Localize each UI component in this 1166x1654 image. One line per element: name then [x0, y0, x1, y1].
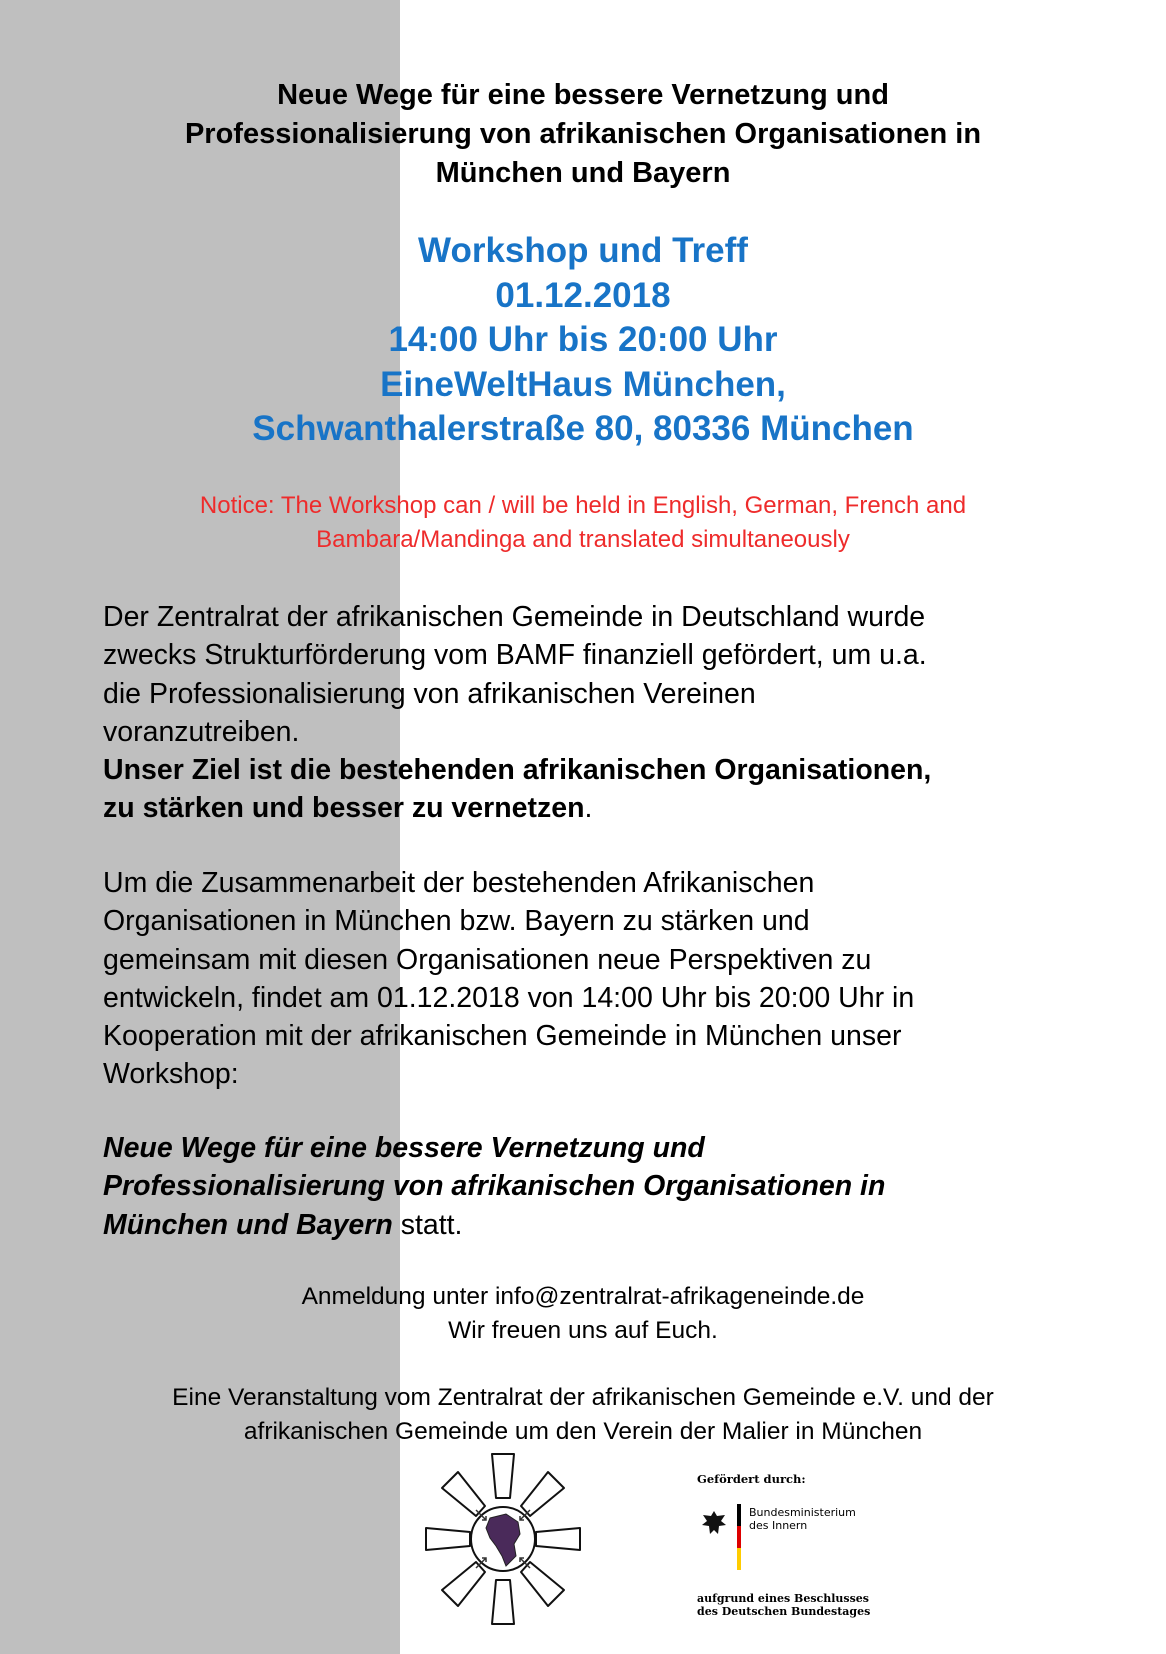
ministry-line: des Innern — [749, 1519, 808, 1532]
german-flag-icon — [737, 1504, 741, 1570]
sponsor-block — [697, 1472, 957, 1632]
federal-eagle-icon — [699, 1508, 729, 1538]
workshop-title-last-wrapper — [103, 1206, 1093, 1244]
language-notice — [100, 489, 1066, 557]
title-line: Professionalisierung von afrikanischen Organisationen in — [184, 118, 982, 150]
zentralrat-logo — [420, 1448, 585, 1628]
intro-paragraph — [103, 598, 1093, 828]
event-heading: Workshop und Treff — [418, 231, 748, 270]
cooperation-line: Kooperation mit der afrikanischen Gemeinde in München unser — [103, 1020, 902, 1053]
workshop-title-line: Professionalisierung von afrikanischen Organisationen in — [103, 1170, 886, 1203]
ministry-name — [749, 1506, 856, 1532]
event-details — [100, 229, 1066, 452]
bundestag-line: des Deutschen Bundestages — [697, 1605, 871, 1618]
ministry-line: Bundesministerium — [749, 1506, 856, 1519]
cooperation-line: gemeinsam mit diesen Organisationen neue Perspektiven zu — [103, 943, 872, 976]
registration-line: Anmeldung unter info@zentralrat-afrikageneinde.de — [301, 1283, 865, 1310]
title-line: Neue Wege für eine bessere Vernetzung und — [277, 79, 889, 111]
title-line: München und Bayern — [435, 157, 731, 189]
workshop-title-line: München und Bayern — [103, 1208, 393, 1241]
event-time: 14:00 Uhr bis 20:00 Uhr — [388, 320, 778, 359]
cooperation-line: Um die Zusammenarbeit der bestehenden Afrikanischen — [103, 867, 815, 899]
intro-line: die Professionalisierung von afrikanischen Vereinen — [103, 677, 756, 710]
workshop-title-line: Neue Wege für eine bessere Vernetzung und — [103, 1132, 705, 1164]
goal-line: zu stärken und besser zu vernetzen — [103, 792, 585, 825]
event-date: 01.12.2018 — [495, 275, 671, 315]
cooperation-paragraph — [103, 864, 1093, 1094]
cooperation-line: entwickeln, findet am 01.12.2018 von 14:00 Uhr bis 20:00 Uhr in — [103, 981, 915, 1014]
goal-line-wrapper — [103, 789, 1093, 827]
intro-line: Der Zentralrat der afrikanischen Gemeinde in Deutschland wurde — [103, 601, 926, 633]
registration-block — [100, 1280, 1066, 1348]
page-title — [100, 76, 1066, 193]
organizer-block — [100, 1381, 1066, 1449]
registration-line: Wir freuen uns auf Euch. — [448, 1317, 718, 1344]
workshop-title-suffix: statt. — [392, 1208, 463, 1241]
intro-line: zwecks Strukturförderung vom BAMF finanziell gefördert, um u.a. — [103, 639, 927, 672]
event-venue: EineWeltHaus München, — [380, 364, 786, 404]
workshop-title-paragraph — [103, 1129, 1093, 1244]
goal-line: Unser Ziel ist die bestehenden afrikanischen Organisationen, — [103, 754, 932, 787]
cooperation-line: Organisationen in München bzw. Bayern zu stärken und — [103, 905, 810, 938]
intro-line: voranzutreiben. — [103, 715, 300, 748]
event-address: Schwanthalerstraße 80, 80336 München — [252, 409, 914, 448]
organizer-line: afrikanischen Gemeinde um den Verein der Malier in München — [243, 1418, 923, 1445]
goal-end: . — [584, 792, 593, 825]
bundestag-line: aufgrund eines Beschlusses — [697, 1592, 869, 1605]
notice-line: Bambara/Mandinga and translated simultaneously — [316, 526, 850, 553]
sponsor-label: Gefördert durch: — [697, 1472, 806, 1486]
organizer-line: Eine Veranstaltung vom Zentralrat der afrikanischen Gemeinde e.V. und der — [172, 1384, 994, 1411]
notice-line: Notice: The Workshop can / will be held in English, German, French and — [199, 492, 967, 519]
bundestag-note — [697, 1592, 870, 1618]
cooperation-line: Workshop: — [103, 1058, 239, 1091]
